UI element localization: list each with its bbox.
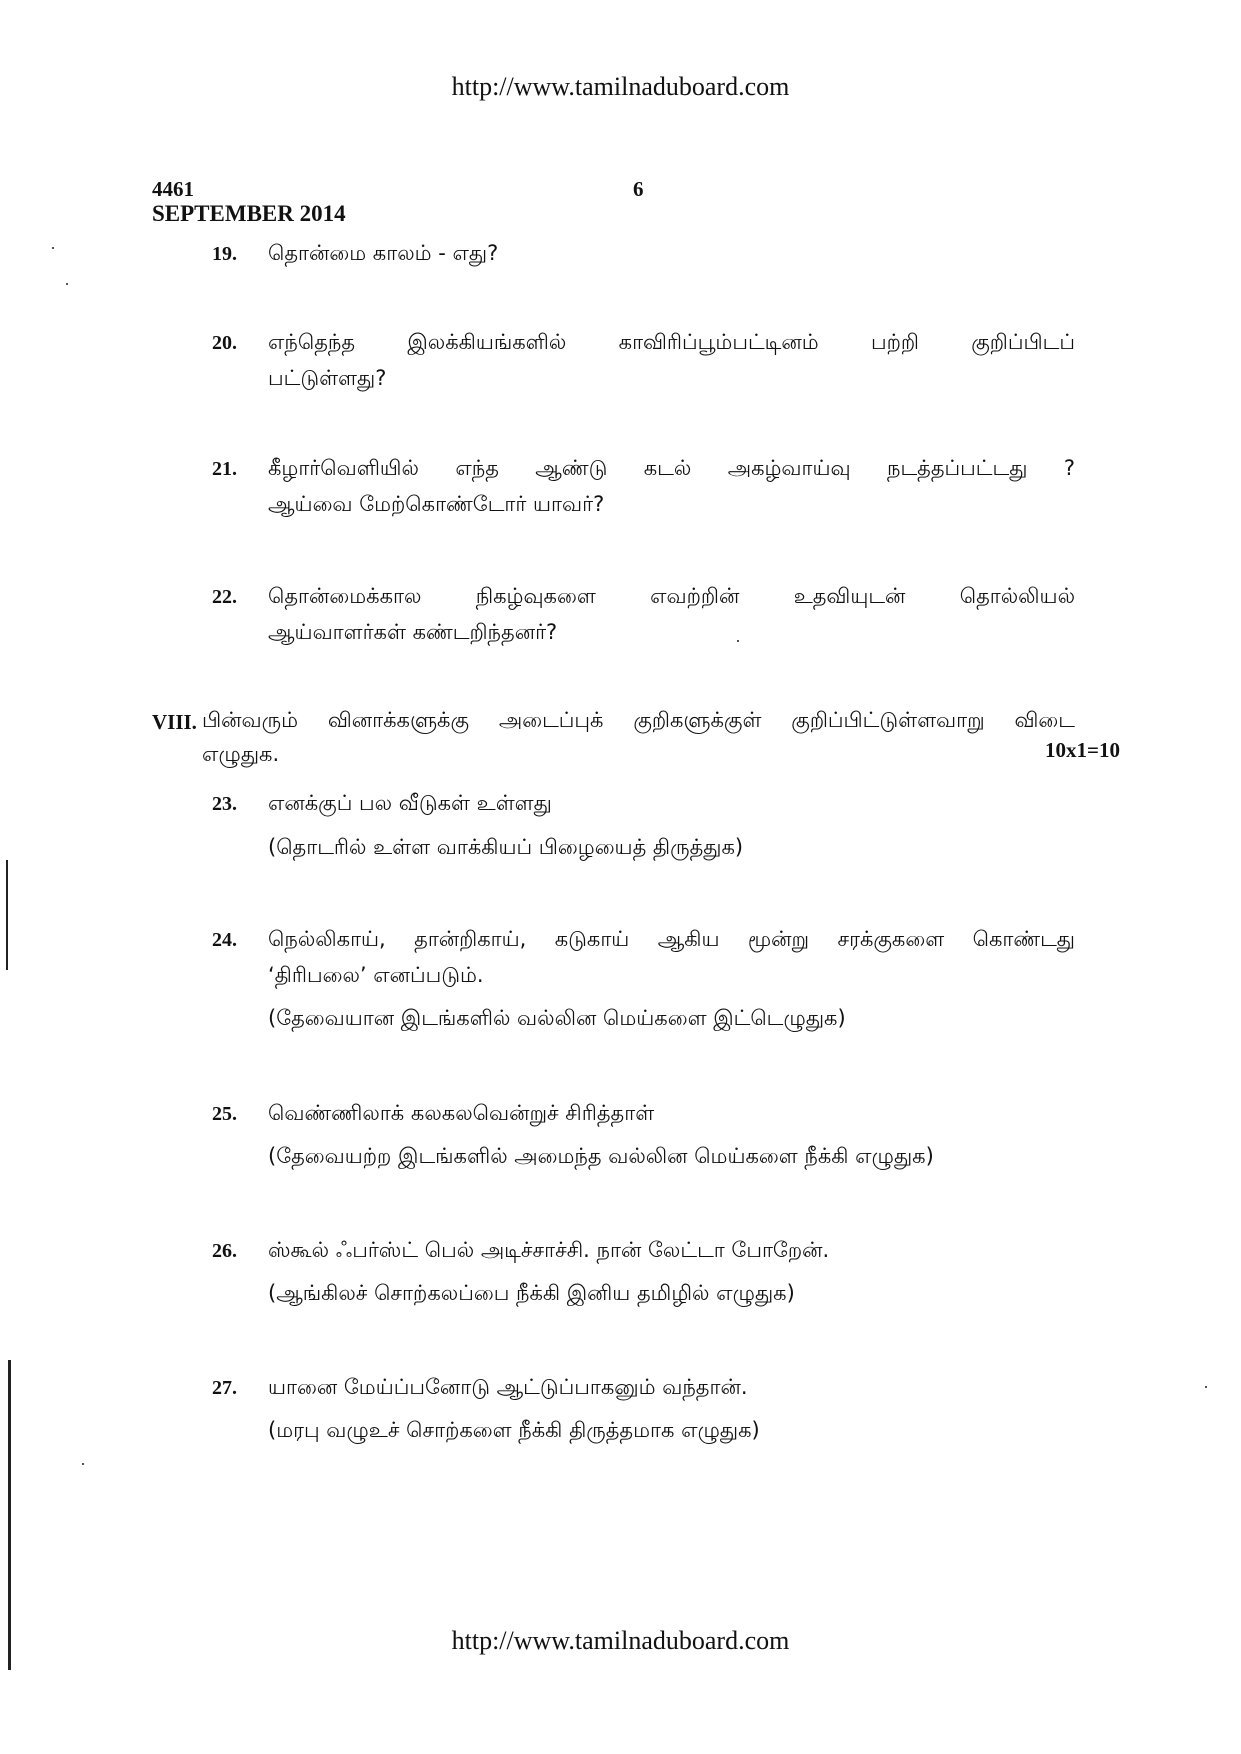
scan-edge-mark xyxy=(8,1360,11,1670)
question-instruction: (மரபு வழுஉச் சொற்களை நீக்கி திருத்தமாக எழுதுக) xyxy=(268,1418,760,1442)
question-text: ஆய்வாளர்கள் கண்டறிந்தனர்? xyxy=(268,620,558,644)
question-number: 25. xyxy=(212,1103,237,1125)
paper-code: 4461 xyxy=(152,177,194,201)
scan-speck xyxy=(82,1463,84,1465)
question-number: 22. xyxy=(212,586,237,608)
question-number: 20. xyxy=(212,332,237,354)
scan-speck xyxy=(66,283,68,285)
page-number: 6 xyxy=(633,177,644,201)
scan-edge-mark xyxy=(6,860,8,970)
section-marks: 10x1=10 xyxy=(1045,738,1120,762)
question-number: 23. xyxy=(212,793,237,815)
header-url[interactable]: http://www.tamilnaduboard.com xyxy=(451,72,790,101)
scan-speck xyxy=(1205,1386,1207,1388)
question-text: பட்டுள்ளது? xyxy=(268,366,387,390)
question-number: 26. xyxy=(212,1240,237,1262)
section-instruction: எழுதுக. xyxy=(202,742,280,766)
footer-url[interactable]: http://www.tamilnaduboard.com xyxy=(451,1626,790,1655)
question-instruction: (தொடரில் உள்ள வாக்கியப் பிழையைத் திருத்துக) xyxy=(268,835,744,859)
question-text: எந்தெந்த இலக்கியங்களில் காவிரிப்பூம்பட்டினம் பற்றி குறிப்பிடப் xyxy=(268,330,1075,354)
question-number: 19. xyxy=(212,243,237,265)
session-title: SEPTEMBER 2014 xyxy=(152,201,346,226)
question-text: நெல்லிகாய், தான்றிகாய், கடுகாய் ஆகிய மூன்று சரக்குகளை கொண்டது xyxy=(268,927,1075,951)
section-numeral: VIII. xyxy=(152,710,197,734)
question-text: எனக்குப் பல வீடுகள் உள்ளது xyxy=(268,791,552,815)
question-text: யானை மேய்ப்பனோடு ஆட்டுப்பாகனும் வந்தான். xyxy=(268,1375,748,1399)
question-instruction: (தேவையற்ற இடங்களில் அமைந்த வல்லின மெய்களை நீக்கி எழுதுக) xyxy=(268,1144,934,1168)
scan-speck xyxy=(52,247,54,249)
question-text: ‘திரிபலை’ எனப்படும். xyxy=(268,963,484,987)
question-number: 27. xyxy=(212,1377,237,1399)
question-text: வெண்ணிலாக் கலகலவென்றுச் சிரித்தாள் xyxy=(268,1101,655,1125)
question-text: தொன்மை காலம் - எது? xyxy=(268,241,499,265)
question-instruction: (தேவையான இடங்களில் வல்லின மெய்களை இட்டெழுதுக) xyxy=(268,1006,846,1030)
question-number: 21. xyxy=(212,458,237,480)
question-text: கீழார்வெளியில் எந்த ஆண்டு கடல் அகழ்வாய்வு நடத்தப்பட்டது ? xyxy=(268,456,1075,480)
question-text: ஆய்வை மேற்கொண்டோர் யாவர்? xyxy=(268,492,605,516)
question-text: தொன்மைக்கால நிகழ்வுகளை எவற்றின் உதவியுடன் தொல்லியல் xyxy=(268,584,1075,608)
question-instruction: (ஆங்கிலச் சொற்கலப்பை நீக்கி இனிய தமிழில் எழுதுக) xyxy=(268,1281,795,1305)
question-number: 24. xyxy=(212,929,237,951)
question-text: ஸ்கூல் ஃபர்ஸ்ட் பெல் அடிச்சாச்சி. நான் லேட்டா போறேன். xyxy=(268,1238,830,1262)
scan-speck xyxy=(737,640,739,642)
section-instruction: பின்வரும் வினாக்களுக்கு அடைப்புக் குறிகளுக்குள் குறிப்பிட்டுள்ளவாறு விடை xyxy=(202,708,1075,732)
